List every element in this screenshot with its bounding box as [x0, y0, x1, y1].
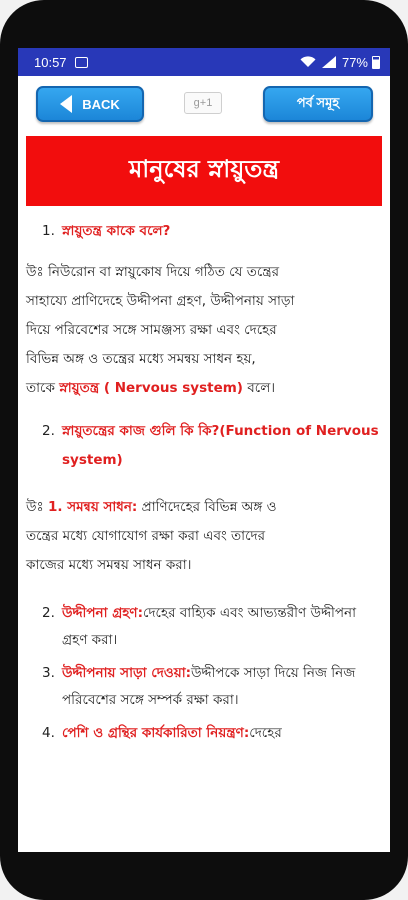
list-item [42, 600, 380, 654]
answer-text: তাকে [26, 380, 60, 396]
question-2 [42, 417, 380, 475]
status-time: 10:57 [34, 54, 67, 70]
answer-line: দিয়ে পরিবেশের সঙ্গে সামঞ্জস্য রক্ষা এবং দেহের [26, 322, 277, 338]
google-plus-one-button[interactable]: g+1 [184, 92, 222, 114]
page-title: মানুষের স্নায়ুতন্ত্র [26, 136, 382, 206]
item-body: উদ্দীপকে সাড়া দিয়ে নিজ নিজ পরিবেশের সঙ্গে সম্পর্ক রক্ষা করা। [62, 665, 356, 708]
article-content [18, 218, 390, 747]
item-body: দেহের [249, 725, 282, 741]
toolbar [18, 76, 390, 136]
question-number: 2. [42, 423, 55, 439]
battery-icon [372, 56, 380, 69]
item-number: 4. [42, 725, 55, 741]
status-bar [18, 48, 390, 76]
wifi-icon [300, 56, 316, 68]
chapters-button[interactable]: পর্ব সমূহ [263, 86, 373, 122]
signal-icon [322, 56, 336, 68]
question-number: 1. [42, 223, 55, 239]
question-1 [42, 218, 380, 244]
answer-line: সাহায্যে প্রাণিদেহে উদ্দীপনা গ্রহণ, উদ্দীপনায় সাড়া [26, 293, 295, 309]
question-text: স্নায়ুতন্ত্র কাকে বলে? [62, 223, 171, 239]
list-item [42, 720, 380, 747]
answer-line: উঃ নিউরোন বা স্নায়ুকোষ দিয়ে গঠিত যে তন্ত্রের [26, 264, 280, 280]
answer-1 [26, 258, 380, 403]
answer-text: বলে। [242, 380, 276, 396]
highlight-term: পেশি ও গ্রন্থির কার্যকারিতা নিয়ন্ত্রণ: [62, 725, 250, 741]
answer-line: তন্ত্রের মধ্যে যোগাযোগ রক্ষা করা এবং তাদের [26, 528, 266, 544]
answer-line: কাজের মধ্যে সমন্বয় সাধন করা। [26, 557, 192, 573]
battery-percent: 77% [341, 54, 368, 70]
answer-text: প্রাণিদেহের বিভিন্ন অঙ্গ ও [137, 499, 277, 515]
item-text [62, 660, 380, 714]
highlight-term: উদ্দীপনায় সাড়া দেওয়া: [62, 665, 192, 681]
screen [18, 48, 390, 852]
item-body: দেহের বাহ্যিক এবং আভ্যন্তরীণ উদ্দীপনা গ্রহণ করা। [62, 605, 356, 648]
question-text: স্নায়ুতন্ত্রের কাজ গুলি কি কি?(Function of Nervous system) [62, 423, 379, 468]
notification-icon [75, 57, 88, 68]
answer-line [26, 374, 380, 403]
answer-2 [26, 493, 380, 580]
answer-line [26, 493, 380, 522]
item-number: 2. [42, 605, 55, 621]
answer-line: বিভিন্ন অঙ্গ ও তন্ত্রের মধ্যে সমন্বয় সাধন হয়, [26, 351, 256, 367]
answer-prefix: উঃ [26, 499, 49, 515]
item-text [62, 600, 380, 654]
list-item [42, 660, 380, 714]
item-text [62, 720, 282, 747]
highlight-term: 1. সমন্বয় সাধন: [48, 499, 138, 515]
highlight-term: উদ্দীপনা গ্রহণ: [62, 605, 143, 621]
highlight-term: স্নায়ুতন্ত্র ( Nervous system) [59, 380, 243, 396]
back-button[interactable] [36, 86, 144, 122]
item-number: 3. [42, 665, 55, 681]
back-button-label: BACK [82, 96, 120, 112]
back-arrow-icon [60, 95, 72, 113]
